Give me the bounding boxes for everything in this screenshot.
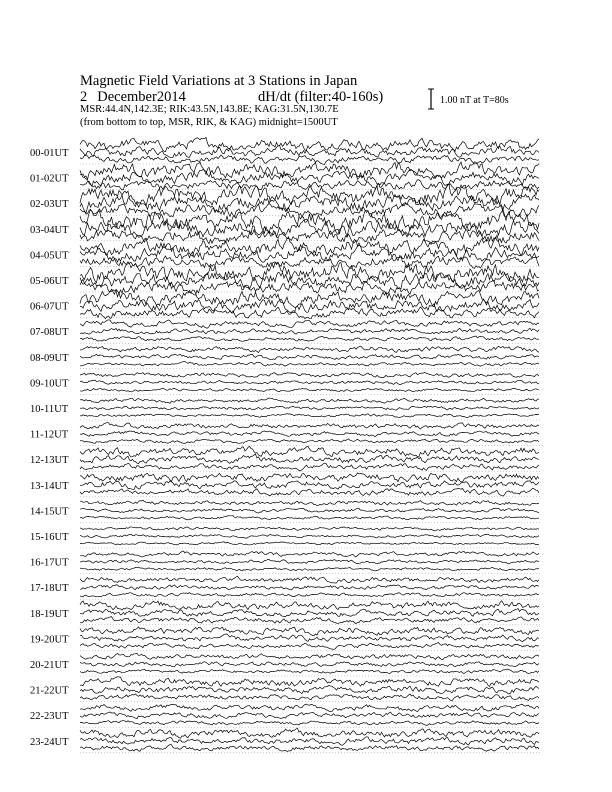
trace-rik — [80, 454, 539, 463]
trace-rik — [80, 534, 539, 538]
trace-msr — [80, 542, 539, 545]
hour-label: 06-07UT — [30, 301, 69, 313]
trace-kag — [80, 576, 539, 583]
hour-label: 23-24UT — [30, 736, 69, 748]
hour-labels — [30, 148, 69, 748]
chart-mode: dH/dt (filter:40-160s) — [258, 89, 384, 105]
trace-msr — [80, 463, 539, 471]
trace-rik — [80, 354, 539, 359]
trace-msr — [80, 488, 539, 496]
trace-rik — [80, 481, 539, 490]
trace-rik — [80, 431, 539, 437]
trace-kag — [80, 704, 539, 712]
scale-label: 1.00 nT at T=80s — [440, 95, 509, 106]
date-day: 2 — [80, 89, 88, 105]
trace-rik — [80, 609, 539, 617]
trace-rik — [80, 145, 539, 158]
station-coordinates: MSR:44.4N,142.3E; RIK:43.5N,143.8E; KAG:31.5N,130.7E — [80, 104, 339, 115]
trace-msr — [80, 229, 539, 243]
trace-kag — [80, 320, 539, 328]
trace-kag — [80, 138, 539, 152]
trace-rik — [80, 380, 539, 384]
trace-msr — [80, 694, 539, 701]
hour-label: 07-08UT — [30, 327, 69, 339]
trace-kag — [80, 677, 539, 687]
hour-label: 20-21UT — [30, 660, 69, 671]
hour-label: 22-23UT — [30, 711, 69, 723]
hour-label: 15-16UT — [30, 532, 69, 543]
trace-kag — [80, 446, 539, 457]
hour-label: 08-09UT — [30, 352, 69, 364]
trace-rik — [80, 585, 539, 590]
hour-label: 09-10UT — [30, 378, 69, 390]
trace-msr — [80, 643, 539, 650]
trace-kag — [80, 237, 539, 256]
hour-label: 12-13UT — [30, 455, 69, 467]
trace-kag — [80, 728, 539, 738]
hour-label: 02-03UT — [30, 199, 69, 211]
trace-msr — [80, 669, 539, 674]
trace-msr — [80, 388, 539, 392]
trace-msr — [80, 516, 539, 520]
trace-rik — [80, 169, 539, 186]
trace-msr — [80, 439, 539, 444]
date-month: December — [97, 89, 157, 105]
trace-kag — [80, 346, 539, 353]
trace-msr — [80, 721, 539, 726]
hour-label: 16-17UT — [30, 557, 69, 569]
hour-label: 05-06UT — [30, 276, 69, 287]
hour-label: 13-14UT — [30, 480, 69, 492]
trace-kag — [80, 184, 539, 207]
hour-label: 19-20UT — [30, 634, 69, 646]
hour-label: 11-12UT — [30, 429, 69, 441]
trace-kag — [80, 290, 539, 308]
hour-label: 00-01UT — [30, 148, 69, 159]
chart-title: Magnetic Field Variations at 3 Stations in Japan — [80, 73, 358, 89]
trace-rik — [80, 634, 539, 642]
hour-label: 21-22UT — [30, 685, 69, 697]
hour-label: 04-05UT — [30, 250, 69, 262]
trace-kag — [80, 653, 539, 659]
trace-msr — [80, 593, 539, 597]
trace-rik — [80, 508, 539, 513]
trace-msr — [80, 336, 539, 341]
trace-kag — [80, 423, 539, 429]
trace-kag — [80, 473, 539, 482]
hour-label: 17-18UT — [30, 583, 69, 595]
trace-kag — [80, 527, 539, 531]
trace-msr — [80, 567, 539, 571]
trace-order-note: (from bottom to top, MSR, RIK, & KAG) midnight=1500UT — [80, 117, 338, 128]
trace-rik — [80, 328, 539, 334]
trace-rik — [80, 273, 539, 289]
trace-rik — [80, 559, 539, 564]
trace-msr — [80, 617, 539, 624]
trace-msr — [80, 745, 539, 752]
trace-kag — [80, 398, 539, 403]
trace-rik — [80, 737, 539, 746]
trace-msr — [80, 414, 539, 418]
trace-rik — [80, 712, 539, 719]
hour-label: 10-11UT — [30, 404, 69, 415]
trace-kag — [80, 500, 539, 505]
trace-kag — [80, 162, 539, 180]
trace-rik — [80, 406, 539, 410]
trace-rik — [80, 685, 539, 694]
hour-label: 14-15UT — [30, 506, 69, 518]
trace-msr — [80, 362, 539, 367]
trace-group — [80, 138, 539, 752]
trace-rik — [80, 662, 539, 667]
hour-label: 01-02UT — [30, 173, 69, 185]
hour-label: 03-04UT — [30, 224, 69, 236]
trace-msr — [80, 155, 539, 165]
hour-label: 18-19UT — [30, 608, 69, 620]
date-year: 2014 — [156, 89, 186, 105]
trace-kag — [80, 373, 539, 378]
trace-kag — [80, 627, 539, 636]
trace-kag — [80, 601, 539, 610]
trace-kag — [80, 551, 539, 557]
